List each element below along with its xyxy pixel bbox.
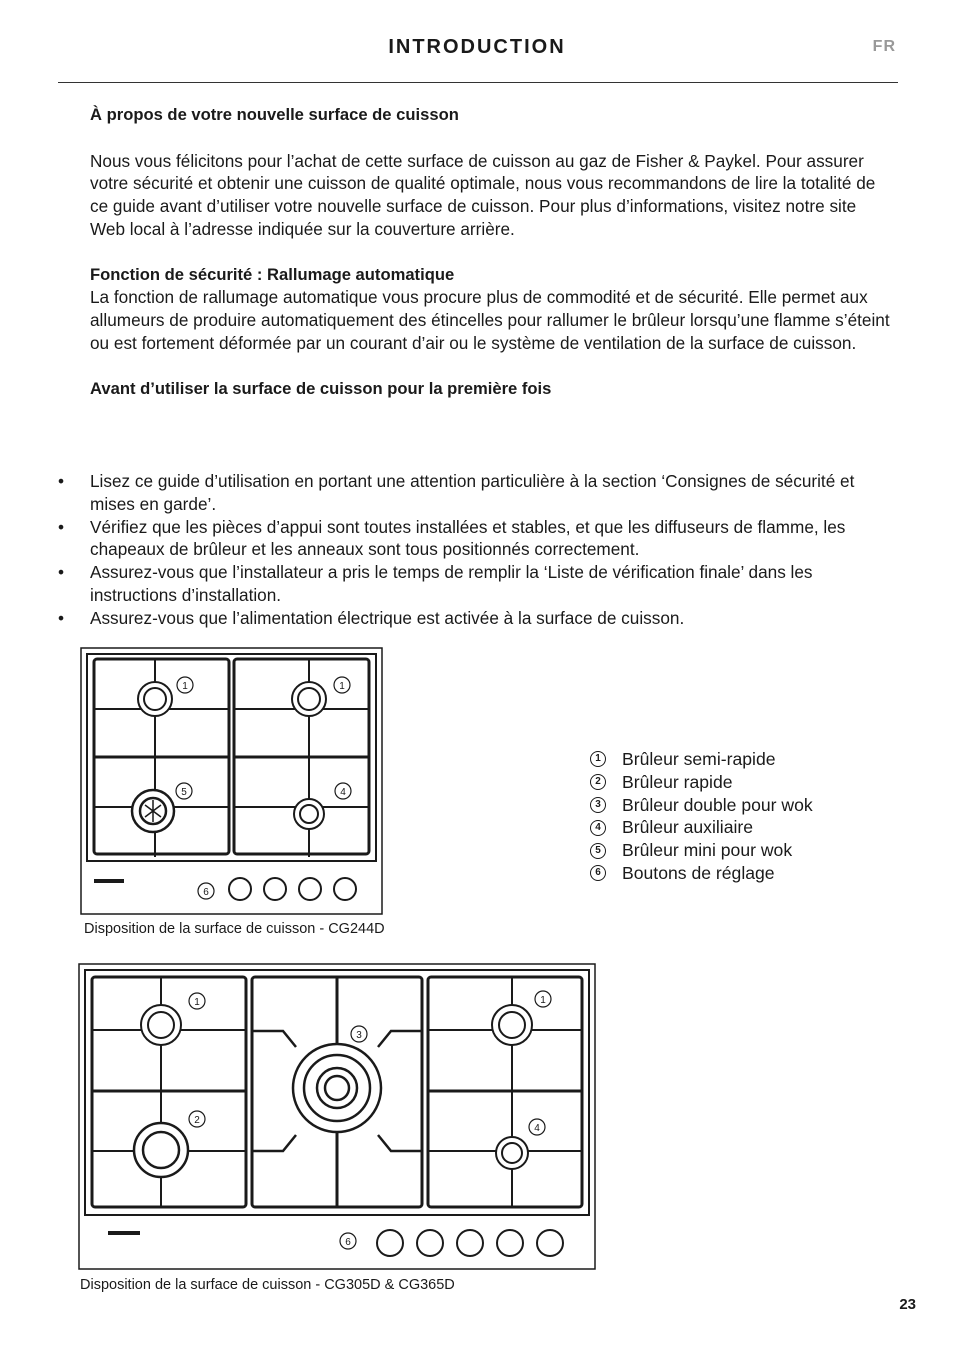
list-item: • Assurez-vous que l’installateur a pris le temps de remplir la ‘Liste de vérification finale’ dans les instructions d’installation. <box>58 562 813 605</box>
about-heading: À propos de votre nouvelle surface de cuisson <box>90 105 459 124</box>
brand-logo <box>108 1231 140 1235</box>
legend-item: 5 Brûleur mini pour wok <box>590 839 813 862</box>
list-item: • Assurez-vous que l’alimentation électrique est activée à la surface de cuisson. <box>58 607 685 628</box>
svg-text:1: 1 <box>182 681 188 692</box>
legend-item: 2 Brûleur rapide <box>590 771 813 794</box>
svg-text:1: 1 <box>339 681 345 692</box>
legend-item: 3 Brûleur double pour wok <box>590 794 813 817</box>
list-item: • Vérifiez que les pièces d’appui sont toutes installées et stables, et que les diffuseurs de flamme, les chapeaux de brûleur et les anneaux sont tous positionnés correctement. <box>58 516 846 560</box>
about-paragraph: Nous vous félicitons pour l’achat de cette surface de cuisson au gaz de Fisher & Paykel. Pour assurer votre sécurité et obtenir une cuisson de qualité optimale, nous vous recommandons de lire la totalité de ce guide avant d’utiliser votre nouvelle surface de cuisson. Pour plus d’informations, visitez notre site Web local à l’adresse indiquée sur la couverture arrière. <box>90 150 876 239</box>
legend-item: 4 Brûleur auxiliaire <box>590 816 813 839</box>
svg-text:5: 5 <box>181 787 187 798</box>
header-divider <box>58 82 898 83</box>
burner-auxiliary <box>496 1137 528 1169</box>
legend-item: 6 Boutons de réglage <box>590 862 813 885</box>
before-use-heading: Avant d’utiliser la surface de cuisson pour la première fois <box>90 378 552 398</box>
svg-text:4: 4 <box>534 1123 540 1134</box>
cooktop-diagram-cg305d-cg365d <box>78 963 596 1270</box>
safety-heading: Fonction de sécurité : Rallumage automatique <box>90 264 455 284</box>
legend-item: 1 Brûleur semi-rapide <box>590 748 813 771</box>
bullet-icon: • <box>58 471 65 491</box>
intro-content <box>90 104 890 400</box>
page-number: 23 <box>899 1296 916 1313</box>
brand-logo <box>94 879 124 883</box>
bullet-icon: • <box>58 607 65 628</box>
control-knobs <box>229 878 356 900</box>
svg-text:6: 6 <box>345 1237 351 1248</box>
svg-text:1: 1 <box>540 995 546 1006</box>
burner-semi-rapid-right <box>292 682 326 716</box>
figure2-caption: Disposition de la surface de cuisson - CG305D & CG365D <box>80 1277 455 1293</box>
burner-auxiliary <box>294 799 324 829</box>
page-title: INTRODUCTION <box>388 36 566 58</box>
svg-text:6: 6 <box>203 887 209 898</box>
bullet-icon: • <box>58 562 65 583</box>
svg-text:1: 1 <box>194 997 200 1008</box>
cooktop-diagram-cg244d <box>80 647 383 915</box>
burner-semi-rapid-left <box>141 1005 181 1045</box>
burner-rapid <box>134 1123 188 1177</box>
figure1-caption: Disposition de la surface de cuisson - CG244D <box>84 921 385 937</box>
before-use-list <box>58 470 894 630</box>
burner-legend <box>590 748 813 885</box>
burner-semi-rapid-left <box>138 682 172 716</box>
language-tag: FR <box>872 38 896 55</box>
control-knobs <box>377 1230 563 1256</box>
cooktop-markers <box>176 677 351 899</box>
svg-text:4: 4 <box>340 787 346 798</box>
burner-semi-rapid-right <box>492 1005 532 1045</box>
bullet-icon: • <box>58 516 65 537</box>
svg-text:3: 3 <box>356 1030 362 1041</box>
burner-mini-wok <box>132 790 174 832</box>
safety-paragraph: La fonction de rallumage automatique vous procure plus de commodité et de sécurité. Elle permet aux allumeurs de produire automatiquement des étincelles pour rallumer le brûleur lorsqu’une flamme s’éteint ou est fortement déformée par un courant d’air ou le système de ventilation de la surface de cuisson. <box>90 287 890 353</box>
burner-double-wok <box>293 1044 381 1132</box>
svg-text:2: 2 <box>194 1115 200 1126</box>
list-item: • Lisez ce guide d’utilisation en portant une attention particulière à la section ‘Consignes de sécurité et mises en garde’. <box>58 471 855 514</box>
